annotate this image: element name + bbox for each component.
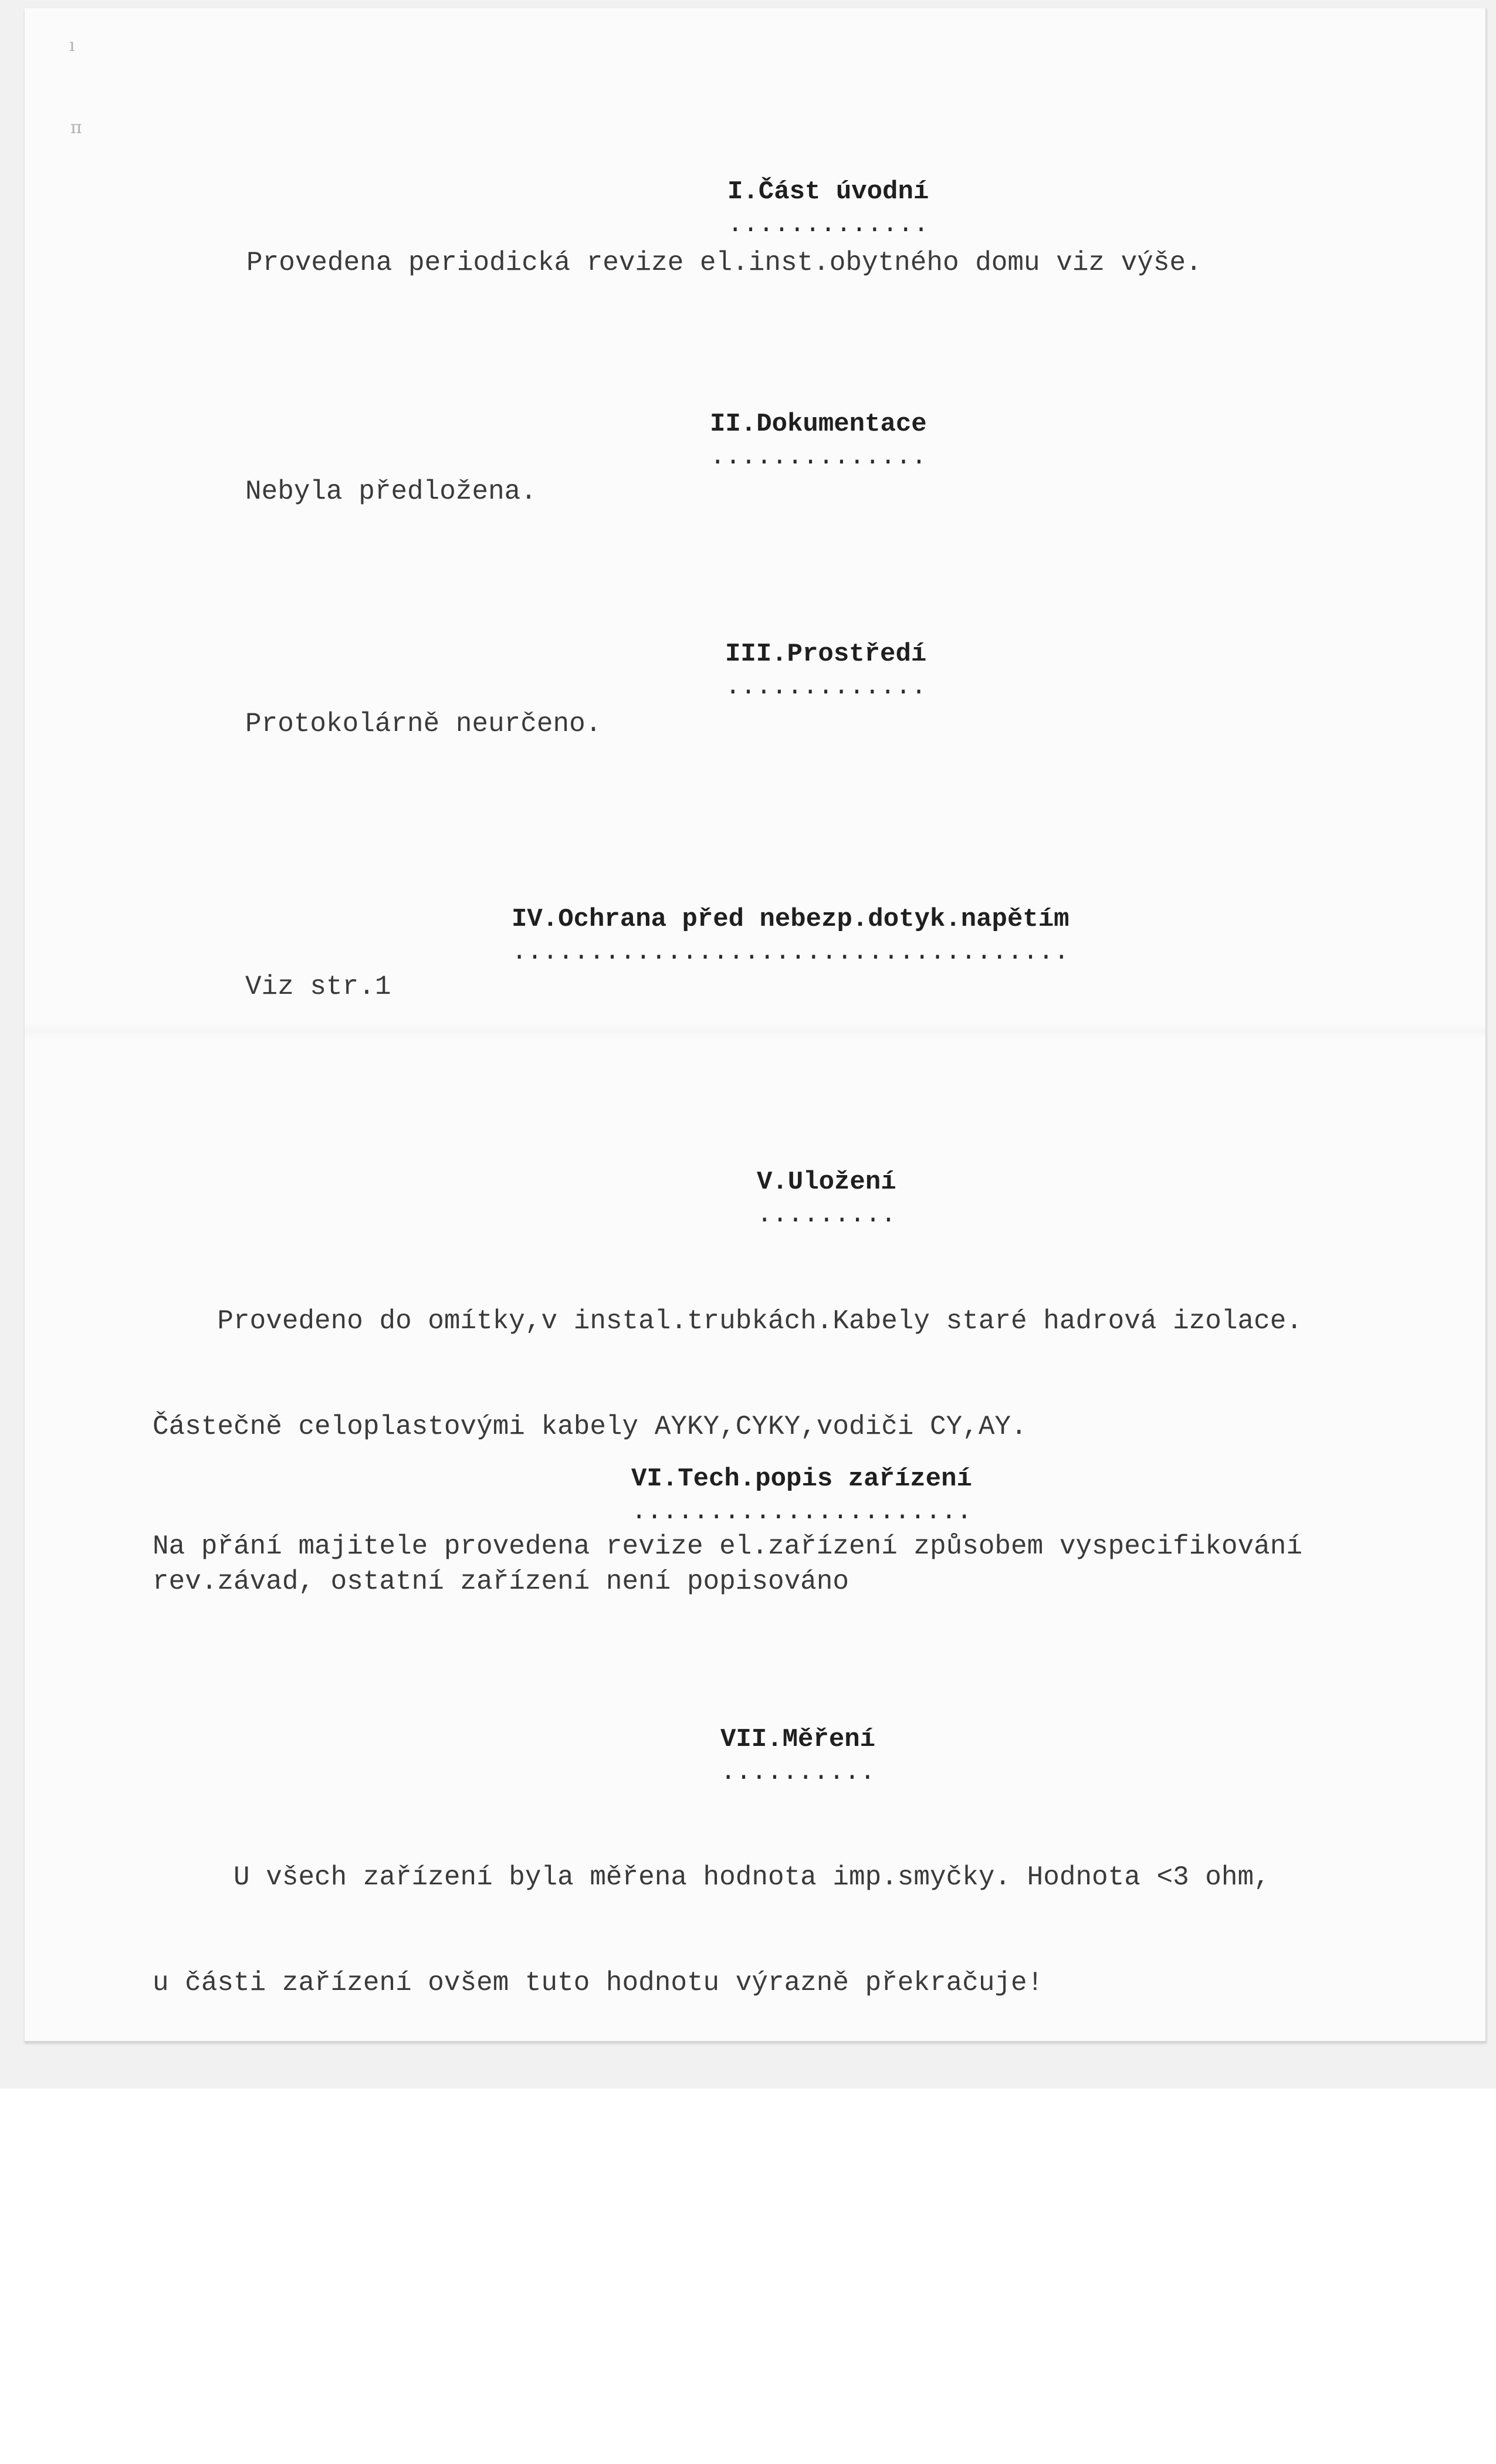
- section-underline-dots: .........: [757, 1200, 896, 1230]
- section-heading-prostredi: III.Prostředí: [725, 639, 927, 669]
- body-line: Na přání majitele provedena revize el.zařízení způsobem vyspecifikování: [153, 1531, 1302, 1562]
- body-line: Protokolárně neurčeno.: [245, 709, 602, 739]
- body-line: Provedena periodická revize el.inst.obytného domu viz výše.: [246, 248, 1202, 278]
- section-heading-ulozeni: V.Uložení: [757, 1167, 896, 1197]
- section-body-ulozeni: [153, 1233, 1302, 1480]
- section-underline-dots: .............: [725, 672, 927, 702]
- section-heading-mereni: VII.Měření: [720, 1725, 876, 1754]
- section-underline-dots: ..............: [710, 442, 927, 472]
- body-line: Částečně celoplastovými kabely AYKY,CYKY,vodiči CY,AY.: [153, 1412, 1027, 1442]
- section-underline-dots: ....................................: [512, 937, 1069, 967]
- section-underline-dots: .............: [727, 210, 929, 239]
- section-heading-ochrana: IV.Ochrana před nebezp.dotyk.napětím: [512, 905, 1069, 934]
- section-body-dokumentace: [245, 474, 537, 509]
- section-body-mereni: [153, 1789, 1270, 2036]
- section-heading-tech-popis: VI.Tech.popis zařízení: [631, 1464, 972, 1494]
- section-body-ochrana: [245, 969, 391, 1004]
- body-line: Provedeno do omítky,v instal.trubkách.Kabely staré hadrová izolace.: [153, 1306, 1302, 1336]
- section-underline-dots: ......................: [631, 1497, 972, 1527]
- body-line: Viz str.1: [245, 972, 391, 1002]
- page-fold-shadow: [25, 1024, 1485, 1039]
- section-heading-uvodni: I.Část úvodní: [727, 177, 929, 207]
- scan-margin-mark: ı: [69, 35, 75, 56]
- body-line: U všech zařízení byla měřena hodnota imp.smyčky. Hodnota <3 ohm,: [153, 1862, 1270, 1893]
- body-line: u části zařízení ovšem tuto hodnotu výrazně překračuje!: [153, 1968, 1044, 1998]
- body-line: rev.závad, ostatní zařízení není popisováno: [153, 1566, 849, 1597]
- section-body-uvodni: [246, 245, 1202, 280]
- section-heading-dokumentace: II.Dokumentace: [710, 409, 927, 439]
- section-body-tech-popis: [153, 1529, 1302, 1599]
- section-body-prostredi: [245, 706, 601, 742]
- scan-margin-mark: π: [70, 117, 82, 138]
- section-underline-dots: ..........: [720, 1758, 876, 1787]
- body-line: Nebyla předložena.: [245, 476, 537, 507]
